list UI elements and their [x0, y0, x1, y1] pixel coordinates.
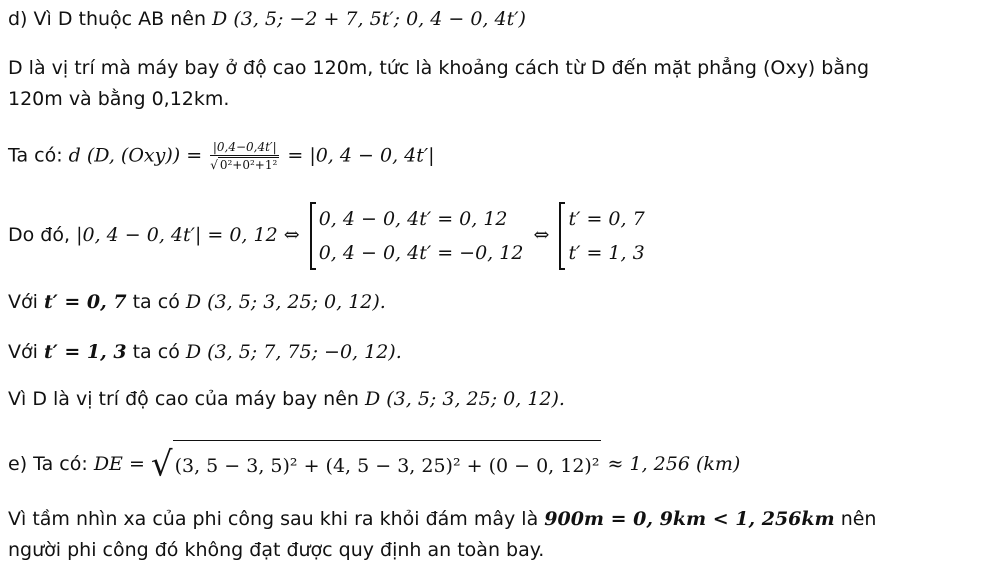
iff-symbol: ⇔	[533, 224, 550, 246]
v1-mid: ta có	[132, 291, 180, 313]
line-ta-co	[8, 140, 435, 172]
line-voi-1	[8, 289, 386, 315]
p2-b-text: 120m và bằng 0,12km.	[8, 88, 230, 110]
v1-label: Với	[8, 291, 38, 313]
final-line-a	[8, 506, 876, 532]
f-b-text: người phi công đó không đạt được quy định an toàn bay.	[8, 539, 545, 561]
v1-t-math: t′ = 0, 7	[43, 291, 127, 313]
v3-text: Vì D là vị trí độ cao của máy bay nên	[8, 388, 359, 410]
line-d-intro	[8, 6, 526, 32]
v2-t-math: t′ = 1, 3	[43, 341, 127, 363]
line-do-do	[8, 201, 649, 270]
big-sqrt-icon: √	[150, 444, 173, 485]
fraction-numerator: |0,4−0,4t′|	[210, 140, 279, 156]
line-e-distance	[8, 440, 740, 489]
paragraph-2-line-b	[8, 86, 229, 112]
system-2-row-1: t′ = 0, 7	[568, 207, 645, 230]
system-bracket-2	[559, 202, 644, 270]
sqrt-icon: √	[210, 158, 218, 172]
e-rhs-math: ≈ 1, 256 (km)	[607, 453, 741, 475]
f-a-text: Vì tầm nhìn xa của phi công sau khi ra khỏi đám mây là	[8, 508, 539, 530]
p2-a-text: D là vị trí mà máy bay ở độ cao 120m, tức là khoảng cách từ D đến mặt phẳng (Oxy) bằng	[8, 57, 870, 79]
line-conclusion-d	[8, 386, 565, 412]
line-voi-2	[8, 339, 402, 365]
fraction-denominator	[210, 156, 279, 172]
do-lhs-math: |0, 4 − 0, 4t′| = 0, 12 ⇔	[76, 224, 300, 246]
v3-d-math: D (3, 5; 3, 25; 0, 12).	[364, 388, 565, 410]
f-a-end: nên	[840, 508, 877, 530]
final-line-b	[8, 537, 544, 563]
e-label: e) Ta có:	[8, 453, 88, 475]
e-lhs-math: DE =	[93, 453, 145, 475]
do-label: Do đó,	[8, 224, 71, 246]
sqrt-radicand: (3, 5 − 3, 5)² + (4, 5 − 3, 25)² + (0 − 0, 12)²	[173, 440, 602, 489]
system-2-row-2: t′ = 1, 3	[568, 241, 645, 264]
v2-d-math: D (3, 5; 7, 75; −0, 12).	[185, 341, 402, 363]
system-1-row-2: 0, 4 − 0, 4t′ = −0, 12	[318, 241, 524, 264]
paragraph-2-line-a	[8, 55, 869, 81]
denominator-radicand: 0²+0²+1²	[219, 158, 278, 172]
system-bracket-1	[310, 202, 524, 270]
distance-fraction	[210, 140, 279, 172]
system-1-row-1: 0, 4 − 0, 4t′ = 0, 12	[318, 207, 508, 230]
v2-label: Với	[8, 341, 38, 363]
f-a-math: 900m = 0, 9km < 1, 256km	[544, 508, 835, 530]
tc-rhs-math: = |0, 4 − 0, 4t′|	[287, 144, 435, 167]
tc-lhs-math: d (D, (Oxy)) =	[68, 144, 203, 167]
d-intro-text: d) Vì D thuộc AB nên	[8, 8, 206, 30]
d-coord-math: D (3, 5; −2 + 7, 5t′; 0, 4 − 0, 4t′)	[212, 8, 526, 30]
distance-sqrt	[151, 440, 602, 489]
v2-mid: ta có	[132, 341, 180, 363]
tc-label: Ta có:	[8, 144, 63, 167]
v1-d-math: D (3, 5; 3, 25; 0, 12).	[185, 291, 386, 313]
